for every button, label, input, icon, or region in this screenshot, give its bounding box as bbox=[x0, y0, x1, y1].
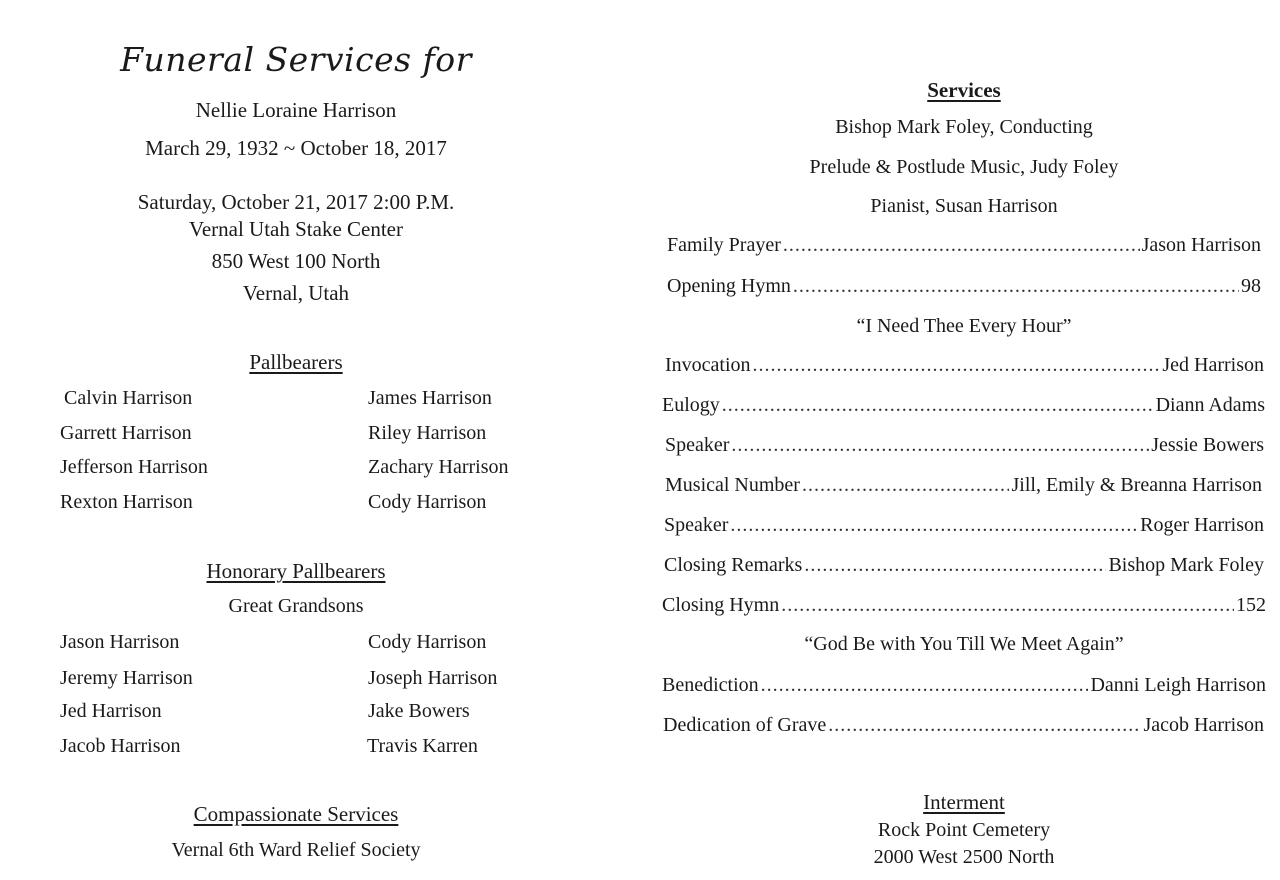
leader-dots bbox=[781, 594, 1234, 617]
program-item-label: Family Prayer bbox=[667, 234, 781, 256]
leader-dots bbox=[783, 234, 1140, 257]
leader-dots bbox=[761, 674, 1089, 697]
program-item-label: Eulogy bbox=[662, 394, 720, 416]
program-item-value: Danni Leigh Harrison bbox=[1090, 674, 1266, 696]
closing-hymn-title: “God Be with You Till We Meet Again” bbox=[804, 633, 1124, 655]
leader-dots bbox=[730, 514, 1138, 537]
service-venue: Vernal Utah Stake Center bbox=[188, 217, 403, 241]
cemetery-address: 2000 West 2500 North bbox=[873, 846, 1055, 868]
pallbearer: James Harrison bbox=[368, 387, 492, 409]
opening-hymn-title: “I Need Thee Every Hour” bbox=[856, 315, 1072, 337]
program-item bbox=[662, 394, 1265, 417]
honorary-subheading: Great Grandsons bbox=[228, 595, 364, 617]
pallbearer: Jefferson Harrison bbox=[60, 456, 208, 478]
honorary-pallbearer: Joseph Harrison bbox=[368, 667, 498, 689]
program-item-label: Dedication of Grave bbox=[663, 714, 827, 736]
program-item-value: 152 bbox=[1236, 594, 1266, 616]
service-address: 850 West 100 North bbox=[211, 249, 381, 273]
program-item bbox=[664, 514, 1264, 537]
honorary-pallbearer: Jason Harrison bbox=[60, 631, 180, 653]
program-item bbox=[665, 354, 1264, 377]
services-heading: Services bbox=[927, 78, 1001, 102]
program-item-value: Jessie Bowers bbox=[1151, 434, 1264, 456]
program-item-label: Invocation bbox=[665, 354, 751, 376]
pallbearers-heading: Pallbearers bbox=[249, 350, 343, 374]
honorary-pallbearers-heading: Honorary Pallbearers bbox=[206, 559, 386, 583]
program-item-label: Opening Hymn bbox=[667, 275, 791, 297]
service-datetime: Saturday, October 21, 2017 2:00 P.M. bbox=[137, 190, 455, 214]
service-city: Vernal, Utah bbox=[242, 281, 350, 305]
pallbearer: Rexton Harrison bbox=[60, 491, 193, 513]
program-item bbox=[663, 714, 1264, 737]
cemetery-name: Rock Point Cemetery bbox=[877, 819, 1051, 841]
program-item-label: Closing Hymn bbox=[662, 594, 780, 616]
program-item-value: Jacob Harrison bbox=[1143, 714, 1264, 736]
conducting-line: Bishop Mark Foley, Conducting bbox=[835, 116, 1093, 138]
program-item-label: Benediction bbox=[662, 674, 759, 696]
program-item-value: Jed Harrison bbox=[1162, 354, 1264, 376]
program-item-value: Diann Adams bbox=[1155, 394, 1265, 416]
pallbearer: Zachary Harrison bbox=[368, 456, 509, 478]
leader-dots bbox=[793, 275, 1239, 298]
program-item bbox=[665, 434, 1264, 457]
leader-dots bbox=[802, 474, 1010, 497]
compassionate-services-text: Vernal 6th Ward Relief Society bbox=[171, 839, 421, 861]
program-item bbox=[667, 234, 1261, 257]
honorary-pallbearer: Jacob Harrison bbox=[60, 735, 181, 757]
pallbearer: Garrett Harrison bbox=[60, 422, 192, 444]
program-item-label: Closing Remarks bbox=[664, 554, 803, 576]
leader-dots bbox=[753, 354, 1161, 377]
pallbearer: Cody Harrison bbox=[368, 491, 487, 513]
program-item-label: Musical Number bbox=[665, 474, 800, 496]
pallbearer: Riley Harrison bbox=[368, 422, 487, 444]
honorary-pallbearer: Jeremy Harrison bbox=[60, 667, 193, 689]
program-item bbox=[667, 275, 1261, 298]
honorary-pallbearer: Jed Harrison bbox=[60, 700, 162, 722]
program-item-value: Jill, Emily & Breanna Harrison bbox=[1011, 474, 1262, 496]
program-item-label: Speaker bbox=[664, 514, 729, 536]
leader-dots bbox=[731, 434, 1149, 457]
pianist-line: Pianist, Susan Harrison bbox=[870, 195, 1058, 217]
program-item-value: Roger Harrison bbox=[1140, 514, 1264, 536]
program-item-value: Bishop Mark Foley bbox=[1108, 554, 1264, 576]
interment-heading: Interment bbox=[923, 790, 1005, 814]
program-item bbox=[662, 674, 1266, 697]
program-item-value: Jason Harrison bbox=[1141, 234, 1261, 256]
program-item bbox=[662, 594, 1266, 617]
honorary-pallbearer: Cody Harrison bbox=[368, 631, 487, 653]
honorary-pallbearer: Travis Karren bbox=[367, 735, 478, 757]
program-title: Funeral Services for bbox=[120, 40, 472, 79]
music-line: Prelude & Postlude Music, Judy Foley bbox=[809, 156, 1119, 178]
leader-dots bbox=[722, 394, 1154, 417]
leader-dots bbox=[828, 714, 1141, 737]
program-item bbox=[665, 474, 1262, 497]
honorary-pallbearer: Jake Bowers bbox=[368, 700, 470, 722]
compassionate-services-heading: Compassionate Services bbox=[193, 802, 399, 826]
deceased-name: Nellie Loraine Harrison bbox=[195, 98, 397, 122]
leader-dots bbox=[804, 554, 1106, 577]
program-item bbox=[664, 554, 1264, 577]
life-dates: March 29, 1932 ~ October 18, 2017 bbox=[145, 136, 447, 160]
pallbearer: Calvin Harrison bbox=[64, 387, 193, 409]
program-item-value: 98 bbox=[1241, 275, 1261, 297]
program-item-label: Speaker bbox=[665, 434, 730, 456]
